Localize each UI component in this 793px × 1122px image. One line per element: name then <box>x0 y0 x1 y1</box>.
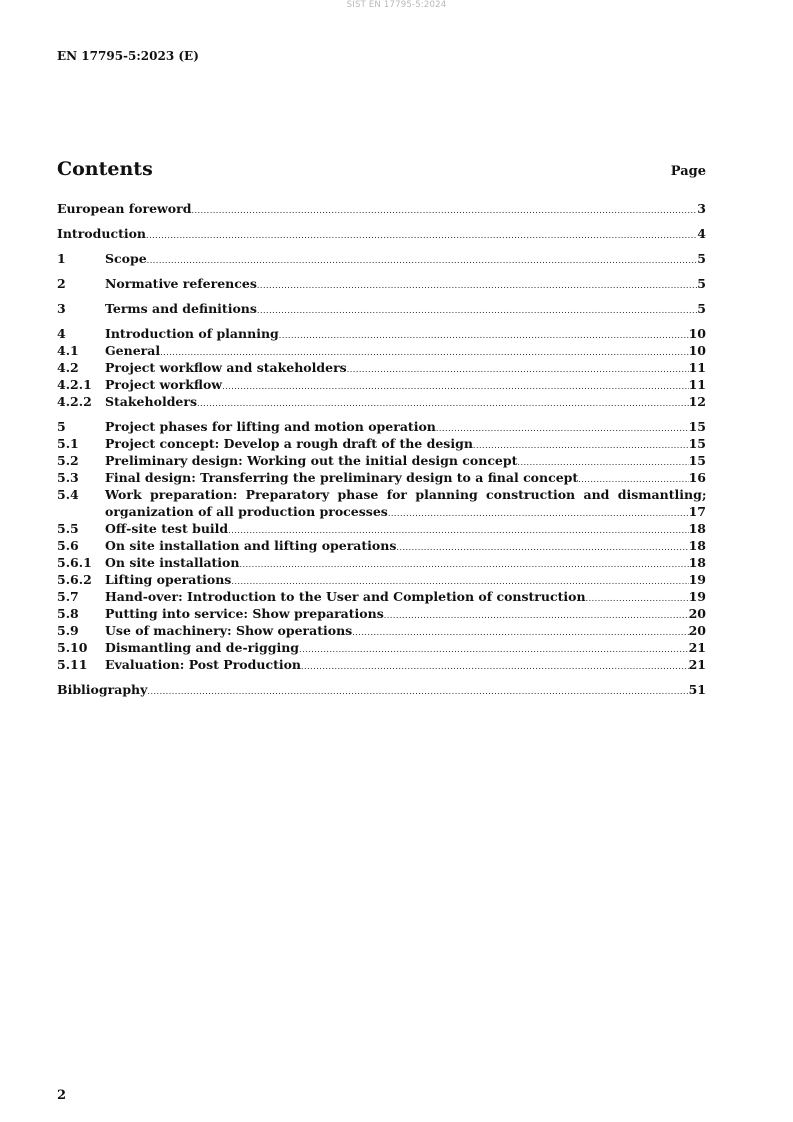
toc-entry-number: 5.9 <box>57 623 79 638</box>
toc-entry-terms-and-definitions[interactable] <box>57 300 706 317</box>
toc-entry-page: 19 <box>688 572 706 587</box>
toc-dot-leader <box>257 275 697 292</box>
toc-entry-title-continued: organization of all production processes <box>105 504 388 519</box>
toc-dot-leader <box>347 359 689 376</box>
toc-dot-leader <box>147 681 688 698</box>
toc-entry-page: 16 <box>688 470 706 485</box>
toc-entry-title: Final design: Transferring the preliminary design to a final concept <box>105 470 579 485</box>
toc-entry-title: Evaluation: Post Production <box>105 657 302 672</box>
toc-entry-number: 5.6 <box>57 538 79 553</box>
toc-dot-leader <box>228 520 688 537</box>
toc-entry-page: 11 <box>688 377 706 392</box>
toc-dot-leader <box>396 537 688 554</box>
toc-entry-number: 4.2 <box>57 360 79 375</box>
toc-entry-lifting-operations[interactable] <box>57 571 706 588</box>
toc-entry-title: On site installation and lifting operations <box>105 538 397 553</box>
toc-dot-leader <box>301 656 689 673</box>
toc-entry-final-design-transferring-the-preliminar[interactable] <box>57 469 706 486</box>
toc-entry-title: Introduction <box>57 226 147 241</box>
toc-entry-title: Stakeholders <box>105 394 198 409</box>
toc-entry-number: 5.6.2 <box>57 572 92 587</box>
table-of-contents <box>57 200 706 698</box>
toc-entry-title: Scope <box>105 251 147 266</box>
toc-dot-leader <box>279 325 689 342</box>
toc-entry-number: 4 <box>57 326 66 341</box>
toc-dot-leader <box>578 469 688 486</box>
toc-entry-dismantling-and-de-rigging[interactable] <box>57 639 706 656</box>
toc-entry-page: 21 <box>688 657 706 672</box>
toc-dot-leader <box>586 588 689 605</box>
toc-dot-leader <box>147 250 698 267</box>
toc-entry-number: 5.2 <box>57 453 79 468</box>
toc-entry-putting-into-service-show-preparations[interactable] <box>57 605 706 622</box>
toc-entry-page: 51 <box>688 682 706 697</box>
toc-entry-page: 18 <box>688 538 706 553</box>
toc-entry-title: Lifting operations <box>105 572 232 587</box>
toc-entry-title: Dismantling and de-rigging <box>105 640 300 655</box>
toc-entry-page: 5 <box>697 251 706 266</box>
toc-entry-european-foreword[interactable] <box>57 200 706 217</box>
toc-entry-page: 21 <box>688 640 706 655</box>
page-number: 2 <box>57 1088 67 1103</box>
toc-entry-bibliography[interactable] <box>57 681 706 698</box>
toc-entry-page: 15 <box>688 419 706 434</box>
toc-dot-leader <box>384 605 689 622</box>
toc-entry-page: 11 <box>688 360 706 375</box>
toc-entry-introduction-of-planning[interactable] <box>57 325 706 342</box>
toc-entry-title: Putting into service: Show preparations <box>105 606 384 621</box>
toc-entry-number: 2 <box>57 276 66 291</box>
toc-entry-number: 3 <box>57 301 66 316</box>
toc-entry-project-workflow[interactable] <box>57 376 706 393</box>
toc-dot-leader <box>222 376 689 393</box>
toc-entry-page: 10 <box>688 343 706 358</box>
toc-dot-leader <box>160 342 688 359</box>
toc-dot-leader <box>352 622 688 639</box>
toc-entry-page: 5 <box>697 301 706 316</box>
toc-dot-leader <box>473 435 689 452</box>
toc-entry-title: Project workflow and stakeholders <box>105 360 347 375</box>
contents-title: Contents <box>57 158 153 180</box>
toc-entry-title: Hand-over: Introduction to the User and Completion of construction <box>105 589 586 604</box>
toc-dot-leader <box>146 225 697 242</box>
toc-dot-leader <box>436 418 689 435</box>
toc-entry-preliminary-design-working-out-the-initi[interactable] <box>57 452 706 469</box>
watermark: SIST EN 17795-5:2024 <box>346 0 447 10</box>
toc-dot-leader <box>191 200 697 217</box>
toc-entry-title: On site installation <box>105 555 240 570</box>
toc-entry-number: 5.1 <box>57 436 79 451</box>
toc-entry-normative-references[interactable] <box>57 275 706 292</box>
page-column-label: Page <box>670 164 706 179</box>
toc-dot-leader <box>240 554 689 571</box>
toc-dot-leader <box>231 571 688 588</box>
toc-entry-number: 5.5 <box>57 521 79 536</box>
toc-entry-page: 18 <box>688 555 706 570</box>
toc-entry-off-site-test-build[interactable] <box>57 520 706 537</box>
toc-entry-number: 4.2.1 <box>57 377 92 392</box>
toc-entry-number: 5.8 <box>57 606 79 621</box>
toc-entry-page: 19 <box>688 589 706 604</box>
toc-entry-page: 15 <box>688 453 706 468</box>
toc-entry-page: 18 <box>688 521 706 536</box>
toc-dot-leader <box>299 639 689 656</box>
toc-entry-number: 4.2.2 <box>57 394 92 409</box>
toc-entry-title: European foreword <box>57 201 192 216</box>
toc-dot-leader <box>257 300 697 317</box>
toc-entry-title: Terms and definitions <box>105 301 257 316</box>
contents-header <box>57 158 706 180</box>
toc-entry-introduction[interactable] <box>57 225 706 242</box>
toc-entry-number: 5.11 <box>57 657 88 672</box>
toc-entry-page: 3 <box>697 201 706 216</box>
toc-entry-number: 5.10 <box>57 640 88 655</box>
toc-entry-on-site-installation[interactable] <box>57 554 706 571</box>
toc-entry-number: 5.7 <box>57 589 79 604</box>
toc-entry-title: Introduction of planning <box>105 326 279 341</box>
toc-entry-use-of-machinery-show-operations[interactable] <box>57 622 706 639</box>
toc-dot-leader <box>197 393 689 410</box>
toc-entry-title: Off-site test build <box>105 521 229 536</box>
toc-entry-stakeholders[interactable] <box>57 393 706 410</box>
toc-entry-number: 5 <box>57 419 66 434</box>
toc-entry-page: 10 <box>688 326 706 341</box>
toc-entry-number: 4.1 <box>57 343 79 358</box>
toc-entry-project-phases-for-lifting-and-motion-op[interactable] <box>57 418 706 435</box>
toc-entry-scope[interactable] <box>57 250 706 267</box>
toc-entry-general[interactable] <box>57 342 706 359</box>
toc-entry-number: 5.4 <box>57 487 79 502</box>
toc-entry-page: 12 <box>688 394 706 409</box>
toc-entry-page: 15 <box>688 436 706 451</box>
toc-entry-title: Project concept: Develop a rough draft of the design <box>105 436 473 451</box>
toc-entry-page: 20 <box>688 606 706 621</box>
toc-entry-page: 17 <box>688 504 706 519</box>
toc-entry-evaluation-post-production[interactable] <box>57 656 706 673</box>
toc-entry-number: 1 <box>57 251 66 266</box>
toc-entry-title: Preliminary design: Working out the initial design concept <box>105 453 518 468</box>
toc-entry-title: Normative references <box>105 276 257 291</box>
toc-entry-work-preparation-preparatory-phase-for-p[interactable] <box>57 486 706 520</box>
toc-entry-hand-over-introduction-to-the-user-and-c[interactable] <box>57 588 706 605</box>
toc-entry-page: 4 <box>697 226 706 241</box>
toc-dot-leader <box>388 503 689 520</box>
toc-entry-page: 20 <box>688 623 706 638</box>
toc-entry-number: 5.6.1 <box>57 555 92 570</box>
toc-entry-title: Use of machinery: Show operations <box>105 623 353 638</box>
toc-entry-title: Project workflow <box>105 377 223 392</box>
document-id: EN 17795-5:2023 (E) <box>57 49 199 63</box>
toc-dot-leader <box>517 452 688 469</box>
toc-entry-page: 5 <box>697 276 706 291</box>
toc-entry-title: General <box>105 343 161 358</box>
toc-entry-project-concept-develop-a-rough-draft-of[interactable] <box>57 435 706 452</box>
toc-entry-title: Project phases for lifting and motion operation <box>105 419 436 434</box>
toc-entry-number: 5.3 <box>57 470 79 485</box>
toc-entry-title: Work preparation: Preparatory phase for planning construction and dismantling; <box>105 487 706 502</box>
toc-entry-project-workflow-and-stakeholders[interactable] <box>57 359 706 376</box>
toc-entry-title: Bibliography <box>57 682 148 697</box>
toc-entry-on-site-installation-and-lifting-operati[interactable] <box>57 537 706 554</box>
